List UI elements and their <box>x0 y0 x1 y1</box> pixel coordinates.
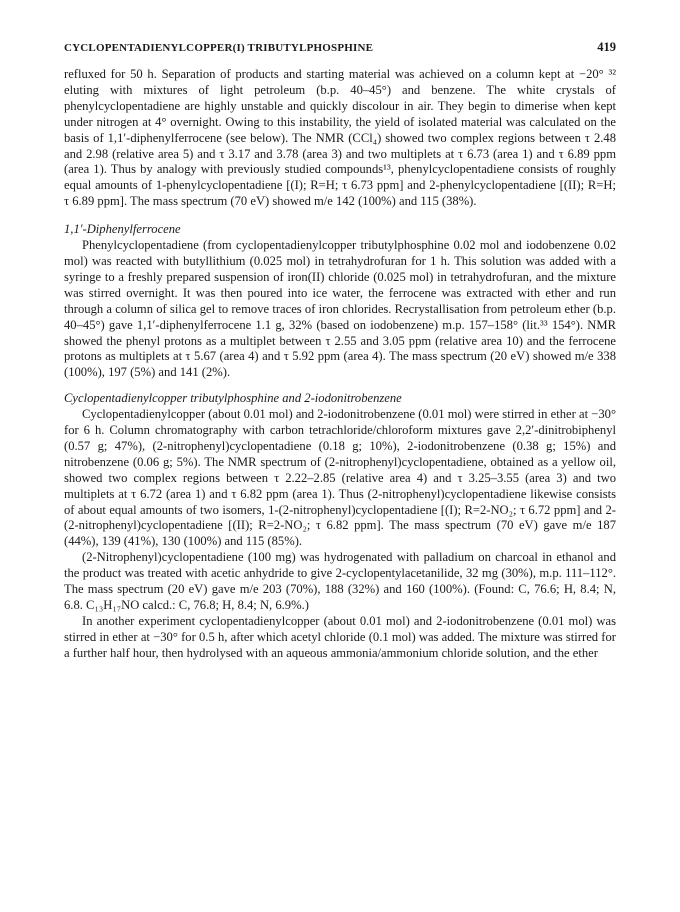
paragraph-hydrogenation: (2-Nitrophenyl)cyclopentadiene (100 mg) was hydrogenated with palladium on charcoal in ethanol and the product was treated with acetic anhydride to give 2-cyclopentylacetanilide, 32 mg (30%), m.p. 111–112°. The mass spectrum (20 eV) gave m/e 203 (70%), 188 (32%) and 160 (100%). (Found: C, 76.6; H, 8.4; N, 6.8. C₁₃H₁₇NO calcd.: C, 76.8; H, 8.4; N, 6.9%.) <box>64 550 616 612</box>
page-number: 419 <box>597 40 616 54</box>
paragraph-intro: refluxed for 50 h. Separation of products and starting material was achieved on a column kept at −20° ³² eluting with mixtures of light petroleum (b.p. 40–45°) and benzene. The white crystals of phenylcyclopentadiene are highly unstable and quickly discolour in air. They begin to dimerise when kept under nitrogen at 4° overnight. Owing to this instability, the yield of isolated material was calculated on the basis of 1,1′-diphenylferrocene (see below). The NMR (CCl₄) showed two complex regions between τ 2.48 and 2.98 (relative area 5) and τ 3.17 and 3.78 (area 3) and two multiplets at τ 6.73 (area 1) and τ 6.89 ppm (area 1). Thus by analogy with previously studied compounds¹³, phenylcyclopentadiene consists of roughly equal amounts of 1-phenylcyclopentadiene [(I); R=H; τ 6.73 ppm] and 2-phenylcyclopentadiene [(II); R=H; τ 6.89 ppm]. The mass spectrum (70 eV) showed m/e 142 (100%) and 115 (38%). <box>64 67 616 209</box>
running-title: CYCLOPENTADIENYLCOPPER(I) TRIBUTYLPHOSPHINE <box>64 42 374 54</box>
page-header <box>64 40 616 55</box>
paragraph-diphenylferrocene: Phenylcyclopentadiene (from cyclopentadienylcopper tributylphosphine 0.02 mol and iodobenzene 0.02 mol) was reacted with butyllithium (0.025 mol) in tetrahydrofuran for 1 h. This solution was added with a syringe to a freshly prepared suspension of iron(II) chloride (0.025 mol) in tetrahydrofuran, and the mixture was stirred overnight. It was then poured into ice water, the ferrocene was extracted with ether and run through a column of silica gel to remove traces of iron chlorides. Recrystallisation from petroleum ether (b.p. 40–45°) gave 1,1′-diphenylferrocene 1.1 g, 32% (based on iodobenzene) m.p. 157–158° (lit.³³ 154°). NMR showed the phenyl protons as a multiplet between τ 2.55 and 3.05 ppm (relative area 10) and the ferrocene protons as multiplets at τ 5.67 (area 4) and τ 5.92 ppm (area 4). The mass spectrum (20 eV) showed m/e 338 (100%), 197 (5%) and 141 (2%). <box>64 238 616 380</box>
paragraph-iodonitrobenzene: Cyclopentadienylcopper (about 0.01 mol) and 2-iodonitrobenzene (0.01 mol) were stirred in ether at −30° for 6 h. Column chromatography with carbon tetrachloride/chloroform mixtures gave 2,2′-dinitrobiphenyl (0.57 g; 47%), (2-nitrophenyl)cyclopentadiene (0.18 g; 10%), 2-iodonitrobenzene (0.38 g; 15%) and nitrobenzene (0.06 g; 5%). The NMR spectrum of (2-nitrophenyl)cyclopentadiene, obtained as a yellow oil, showed two complex regions between τ 2.22–2.85 (relative area 4) and τ 3.25–3.55 (area 3) and two multiplets at τ 6.72 (area 1) and τ 6.82 ppm (area 1). Thus (2-nitrophenyl)cyclopentadiene likewise consists of about equal amounts of two isomers, 1-(2-nitrophenyl)cyclopentadiene [(I); R=2-NO₂; τ 6.72 ppm] and 2-(2-nitrophenyl)cyclopentadiene [(II); R=2-NO₂; τ 6.82 ppm]. The mass spectrum (70 eV) gave m/e 187 (44%), 139 (41%), 130 (100%) and 115 (85%). <box>64 407 616 549</box>
section-heading-iodonitrobenzene: Cyclopentadienylcopper tributylphosphine and 2-iodonitrobenzene <box>64 391 402 406</box>
section-heading-diphenylferrocene: 1,1′-Diphenylferrocene <box>64 222 181 237</box>
paragraph-acetyl-chloride: In another experiment cyclopentadienylcopper (about 0.01 mol) and 2-iodonitrobenzene (0.01 mol) was stirred in ether at −30° for 0.5 h, after which acetyl chloride (0.1 mol) was added. The mixture was stirred for a further half hour, then hydrolysed with an aqueous ammonia/ammonium chloride solution, and the ether <box>64 613 616 660</box>
